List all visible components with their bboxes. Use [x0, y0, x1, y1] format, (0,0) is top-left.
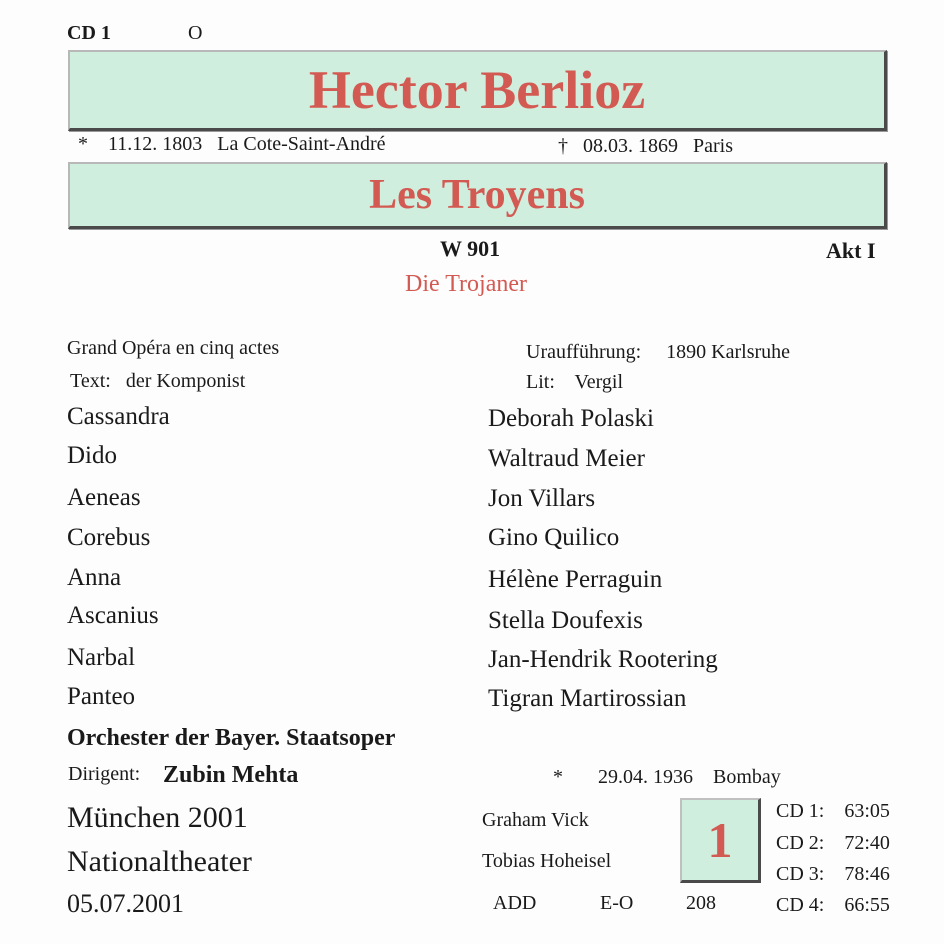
singer-name: Tigran Martirossian — [488, 685, 687, 712]
disc-number: 1 — [707, 812, 733, 868]
premiere-label: Uraufführung: — [526, 341, 642, 363]
premiere — [526, 341, 790, 364]
catalog-index: 208 — [686, 892, 716, 914]
conductor-birth-symbol: * — [553, 766, 563, 788]
birth-date: 11.12. 1803 — [108, 133, 203, 155]
work-banner — [68, 162, 887, 229]
role-name: Cassandra — [67, 403, 170, 430]
birth-info — [78, 133, 386, 156]
conductor-birth-place: Bombay — [713, 766, 781, 788]
singer-name: Hélène Perraguin — [488, 566, 663, 593]
singer-name: Jon Villars — [488, 485, 596, 512]
composer-name: Hector Berlioz — [308, 60, 646, 120]
premiere-value: 1890 Karlsruhe — [666, 341, 791, 363]
duration-label: CD 3: — [776, 863, 825, 885]
birth-place: La Cote-Saint-André — [217, 133, 386, 155]
venue: Nationaltheater — [67, 845, 252, 878]
designer-name: Tobias Hoheisel — [482, 850, 612, 872]
work-title: Les Troyens — [369, 172, 585, 218]
literary-source — [526, 371, 623, 394]
genre: Grand Opéra en cinq actes — [67, 337, 280, 359]
role-name: Ascanius — [67, 602, 159, 629]
duration-time: 72:40 — [844, 832, 890, 854]
conductor-birth — [553, 766, 781, 789]
performance-date: 05.07.2001 — [67, 889, 184, 918]
director-name: Graham Vick — [482, 809, 589, 831]
text-label: Text: — [70, 370, 111, 392]
duration-label: CD 2: — [776, 832, 825, 854]
role-name: Anna — [67, 564, 122, 591]
singer-name: Gino Quilico — [488, 524, 620, 551]
role-name: Panteo — [67, 683, 136, 710]
disc-number-box — [680, 798, 761, 883]
duration-row — [776, 894, 890, 917]
work-subtitle: Die Trojaner — [405, 271, 527, 297]
death-date: 08.03. 1869 — [583, 135, 678, 157]
singer-name: Deborah Polaski — [488, 405, 654, 432]
orchestra-name: Orchester der Bayer. Staatsoper — [67, 725, 396, 751]
death-place: Paris — [693, 135, 733, 157]
duration-label: CD 1: — [776, 800, 825, 822]
role-name: Corebus — [67, 524, 151, 551]
duration-row — [776, 800, 890, 823]
recording-format: ADD — [493, 892, 537, 914]
text-credit — [70, 370, 245, 393]
cd-label: CD 1 — [67, 22, 111, 44]
duration-row — [776, 863, 890, 886]
role-name: Aeneas — [67, 484, 141, 511]
duration-row — [776, 832, 890, 855]
conductor-birth-date: 29.04. 1936 — [598, 766, 693, 788]
lit-label: Lit: — [526, 371, 555, 393]
role-name: Narbal — [67, 644, 136, 671]
singer-name: Stella Doufexis — [488, 607, 643, 634]
duration-time: 78:46 — [844, 863, 890, 885]
singer-name: Waltraud Meier — [488, 445, 645, 472]
act-label: Akt I — [826, 238, 876, 263]
death-info — [558, 135, 733, 158]
singer-name: Jan-Hendrik Rootering — [488, 646, 718, 673]
lit-value: Vergil — [574, 371, 624, 393]
duration-label: CD 4: — [776, 894, 825, 916]
conductor-label: Dirigent: — [68, 763, 141, 785]
composer-banner — [68, 50, 887, 131]
death-symbol: † — [558, 135, 568, 157]
birth-symbol: * — [78, 133, 88, 155]
conductor-name: Zubin Mehta — [163, 762, 299, 788]
duration-time: 63:05 — [844, 800, 890, 822]
text-value: der Komponist — [125, 370, 246, 392]
city-year: München 2001 — [67, 801, 248, 834]
role-name: Dido — [67, 442, 117, 469]
duration-time: 66:55 — [844, 894, 890, 916]
catalog-number: W 901 — [440, 236, 501, 261]
edition-code: E-O — [600, 892, 634, 914]
marker: O — [188, 22, 203, 44]
